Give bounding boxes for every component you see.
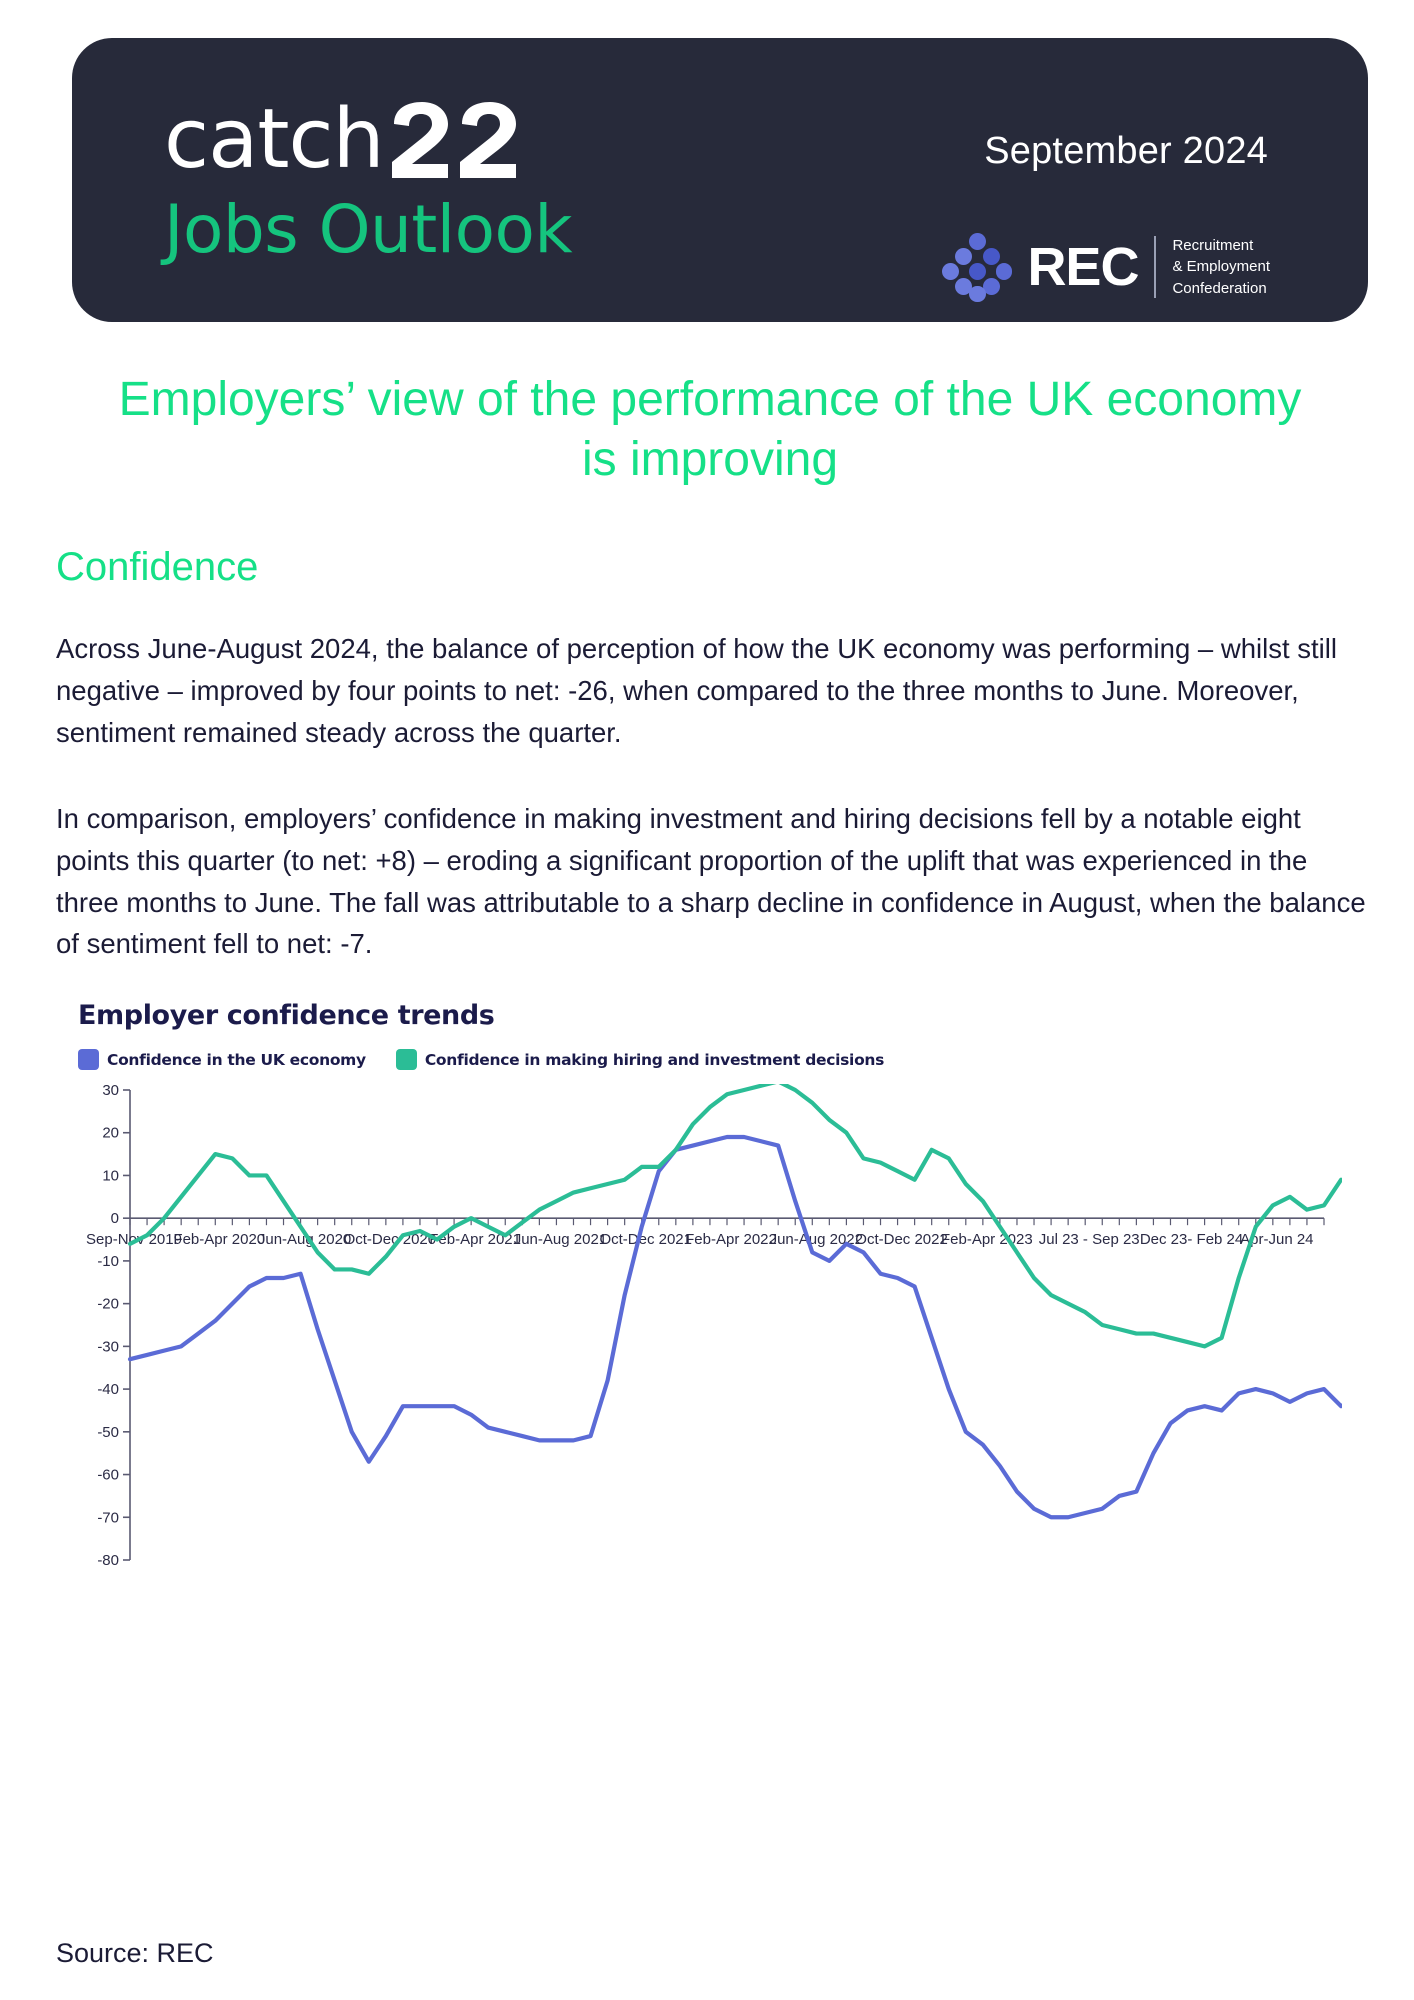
page-headline: Employers’ view of the performance of the UK economy is improving <box>118 373 1302 487</box>
legend-label-hiring: Confidence in making hiring and investment decisions <box>424 1050 885 1069</box>
issue-date: September 2024 <box>984 130 1268 172</box>
svg-text:-10: -10 <box>97 1252 119 1270</box>
svg-text:Jul 23 - Sep 23: Jul 23 - Sep 23 <box>1038 1231 1140 1249</box>
rec-divider <box>1154 236 1156 298</box>
body-paragraph-1: Across June-August 2024, the balance of perception of how the UK economy was performing – whilst still negative – improved by four points to net: -26, when compared to the three months to June. Moreover, sentiment remained steady across the quarter. <box>56 633 1337 748</box>
svg-text:Feb-Apr 2022: Feb-Apr 2022 <box>685 1231 777 1249</box>
svg-text:Oct-Dec 2022: Oct-Dec 2022 <box>855 1231 948 1249</box>
svg-text:Jun-Aug 2020: Jun-Aug 2020 <box>257 1231 352 1249</box>
rec-name-line-3: Confederation <box>1172 279 1267 297</box>
svg-text:-80: -80 <box>97 1552 119 1569</box>
svg-text:10: 10 <box>102 1167 119 1185</box>
section-subheading: Confidence <box>56 545 259 589</box>
svg-text:Oct-Dec 2021: Oct-Dec 2021 <box>599 1231 692 1249</box>
svg-text:Oct-Dec 2020: Oct-Dec 2020 <box>343 1231 437 1249</box>
svg-text:Jun-Aug 2022: Jun-Aug 2022 <box>769 1231 863 1249</box>
rec-full-name <box>1172 235 1270 299</box>
svg-text:-40: -40 <box>97 1381 119 1399</box>
svg-text:-20: -20 <box>97 1295 119 1313</box>
chart-title: Employer confidence trends <box>78 1000 495 1031</box>
svg-text:Dec 23- Feb 24: Dec 23- Feb 24 <box>1139 1231 1244 1249</box>
brand-wordmark: catch <box>164 92 384 187</box>
publication-subtitle: Jobs Outlook <box>164 191 573 268</box>
chart-legend <box>78 1049 1342 1070</box>
header-banner <box>72 38 1368 322</box>
svg-text:20: 20 <box>102 1124 119 1142</box>
svg-text:Apr-Jun 24: Apr-Jun 24 <box>1240 1231 1314 1249</box>
svg-text:30: 30 <box>102 1084 119 1099</box>
catch22-mark-icon <box>388 100 520 180</box>
rec-acronym: REC <box>1027 237 1139 297</box>
brand-block <box>164 92 804 268</box>
legend-item-hiring <box>396 1049 884 1070</box>
employer-confidence-chart <box>72 1000 1342 1610</box>
svg-text:Jun-Aug 2021: Jun-Aug 2021 <box>513 1231 608 1249</box>
legend-swatch-hiring <box>396 1049 417 1070</box>
svg-text:-60: -60 <box>97 1466 119 1484</box>
svg-text:Feb-Apr 2021: Feb-Apr 2021 <box>429 1231 522 1249</box>
legend-label-economy: Confidence in the UK economy <box>107 1050 366 1069</box>
svg-text:-70: -70 <box>97 1509 119 1527</box>
svg-text:Sep-Nov 2019: Sep-Nov 2019 <box>86 1231 182 1249</box>
rec-name-line-1: Recruitment <box>1172 237 1254 255</box>
catch22-logo <box>164 94 804 186</box>
svg-text:Feb-Apr 2023: Feb-Apr 2023 <box>940 1231 1033 1249</box>
rec-logo <box>941 228 1270 306</box>
source-caption: Source: REC <box>56 1938 214 1968</box>
svg-text:Feb-Apr 2020: Feb-Apr 2020 <box>173 1231 266 1249</box>
svg-text:0: 0 <box>110 1210 119 1228</box>
rec-diamond-icon <box>941 231 1013 303</box>
body-paragraph-2: In comparison, employers’ confidence in making investment and hiring decisions fell by a notable eight points this quarter (to net: +8) – eroding a significant proportion of the uplift that was experienced in the three months to June. The fall was attributable to a sharp decline in confidence in August, when the balance of sentiment fell to net: -7. <box>56 803 1366 960</box>
svg-text:-50: -50 <box>97 1423 119 1441</box>
legend-swatch-economy <box>78 1049 99 1070</box>
chart-svg <box>72 1084 1342 1604</box>
svg-text:-30: -30 <box>97 1338 119 1356</box>
legend-item-economy <box>78 1049 366 1070</box>
rec-name-line-2: & Employment <box>1172 258 1270 276</box>
chart-plot-area <box>72 1084 1342 1604</box>
